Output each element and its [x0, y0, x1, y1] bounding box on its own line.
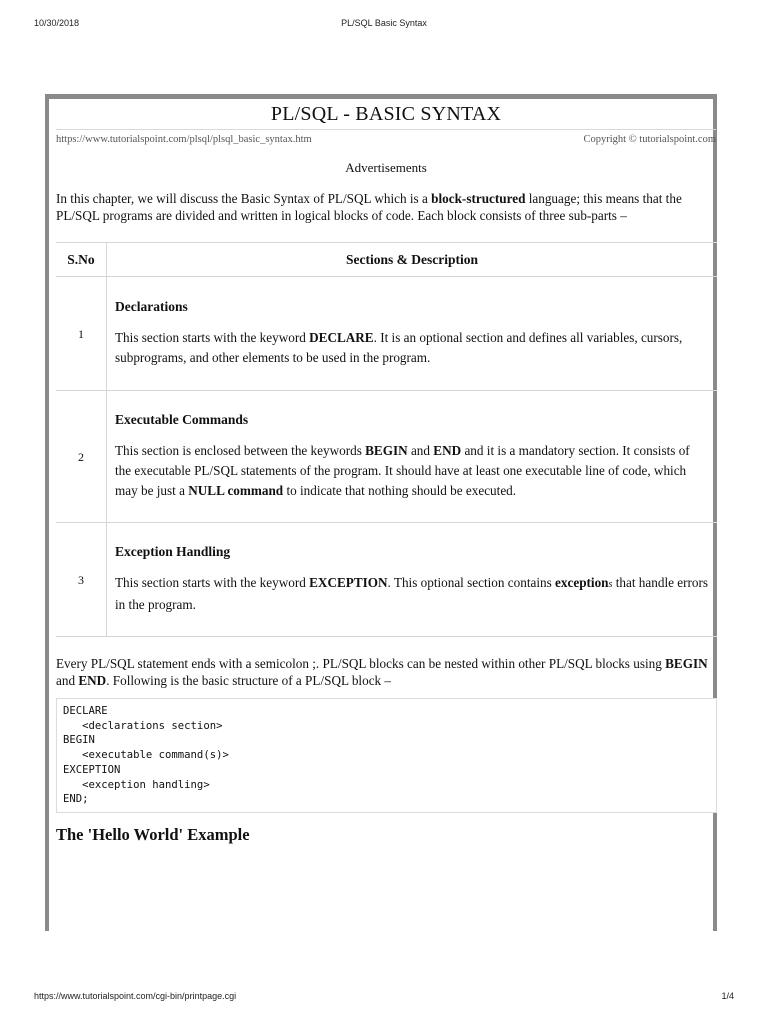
para-text: and	[56, 673, 79, 688]
intro-bold-term: block-structured	[431, 191, 526, 206]
row-number: 1	[78, 326, 84, 341]
section-description	[115, 573, 709, 615]
section-title: Exception Handling	[115, 544, 231, 559]
page-title: PL/SQL - BASIC SYNTAX	[56, 99, 716, 130]
footer-url: https://www.tutorialspoint.com/cgi-bin/printpage.cgi	[34, 991, 237, 1001]
desc-text: that handle errors in the program.	[115, 575, 709, 612]
row-number-cell	[56, 523, 107, 637]
row-description-cell	[107, 523, 718, 637]
desc-keyword: BEGIN	[365, 443, 408, 458]
article-content	[56, 99, 716, 845]
print-header	[0, 18, 768, 34]
desc-keyword: DECLARE	[309, 330, 374, 345]
page-number: 1/4	[721, 991, 734, 1001]
code-block: DECLARE <declarations section> BEGIN <executable command(s)> EXCEPTION <exception handling> END;	[56, 698, 717, 813]
desc-keyword: NULL command	[188, 483, 284, 498]
advertisements-label: Advertisements	[345, 160, 427, 175]
table-header-row	[56, 243, 717, 277]
print-footer	[0, 991, 768, 1007]
desc-text: . It is an optional section and defines all variables, cursors, subprograms, and other elements to be used in the program.	[115, 330, 683, 365]
para-keyword: END	[78, 673, 107, 688]
desc-keyword: exception	[555, 575, 609, 590]
desc-text: . This optional section contains	[387, 575, 556, 590]
row-number: 3	[78, 572, 84, 587]
desc-text: to indicate that nothing should be executed.	[283, 483, 517, 498]
para-text: . Following is the basic structure of a PL/SQL block –	[106, 673, 392, 688]
table-row	[56, 523, 717, 637]
desc-keyword: END	[433, 443, 462, 458]
hello-world-heading: The 'Hello World' Example	[56, 824, 250, 844]
desc-keyword-suffix: s	[608, 579, 613, 590]
row-description-cell	[107, 391, 718, 523]
print-date: 10/30/2018	[34, 18, 80, 28]
section-description	[115, 441, 709, 501]
structure-paragraph	[56, 655, 716, 689]
desc-text: and it is a mandatory section. It consists of the executable PL/SQL statements of the program. It should have at least one executable line of code, which may be just a	[115, 443, 690, 498]
sections-table	[56, 242, 717, 637]
desc-keyword: EXCEPTION	[309, 575, 388, 590]
desc-text: and	[407, 443, 434, 458]
desc-text: This section starts with the keyword	[115, 330, 310, 345]
header-sno: S.No	[56, 243, 107, 277]
intro-text-cont: language; this means that the PL/SQL programs are divided and written in logical blocks of code. Each block consists of three sub-parts –	[56, 191, 682, 223]
copyright-text: Copyright © tutorialspoint.com	[583, 134, 716, 145]
para-text: Every PL/SQL statement ends with a semicolon ;. PL/SQL blocks can be nested within other PL/SQL blocks using	[56, 656, 666, 671]
table-row	[56, 391, 717, 523]
row-number-cell	[56, 277, 107, 391]
desc-text: This section is enclosed between the keywords	[115, 443, 366, 458]
section-description	[115, 328, 709, 368]
intro-paragraph	[56, 190, 716, 224]
source-url-link[interactable]: https://www.tutorialspoint.com/plsql/plsql_basic_syntax.htm	[56, 134, 312, 145]
desc-text: This section starts with the keyword	[115, 575, 310, 590]
meta-row	[56, 130, 716, 152]
page-frame	[45, 94, 717, 931]
table-row	[56, 277, 717, 391]
row-number-cell	[56, 391, 107, 523]
section-title: Executable Commands	[115, 412, 249, 427]
row-description-cell	[107, 277, 718, 391]
row-number: 2	[78, 449, 84, 464]
header-description: Sections & Description	[346, 251, 478, 267]
intro-text: In this chapter, we will discuss the Basic Syntax of PL/SQL which is a	[56, 191, 432, 206]
para-keyword: BEGIN	[665, 656, 708, 671]
section-title: Declarations	[115, 299, 188, 314]
print-title: PL/SQL Basic Syntax	[341, 18, 427, 28]
